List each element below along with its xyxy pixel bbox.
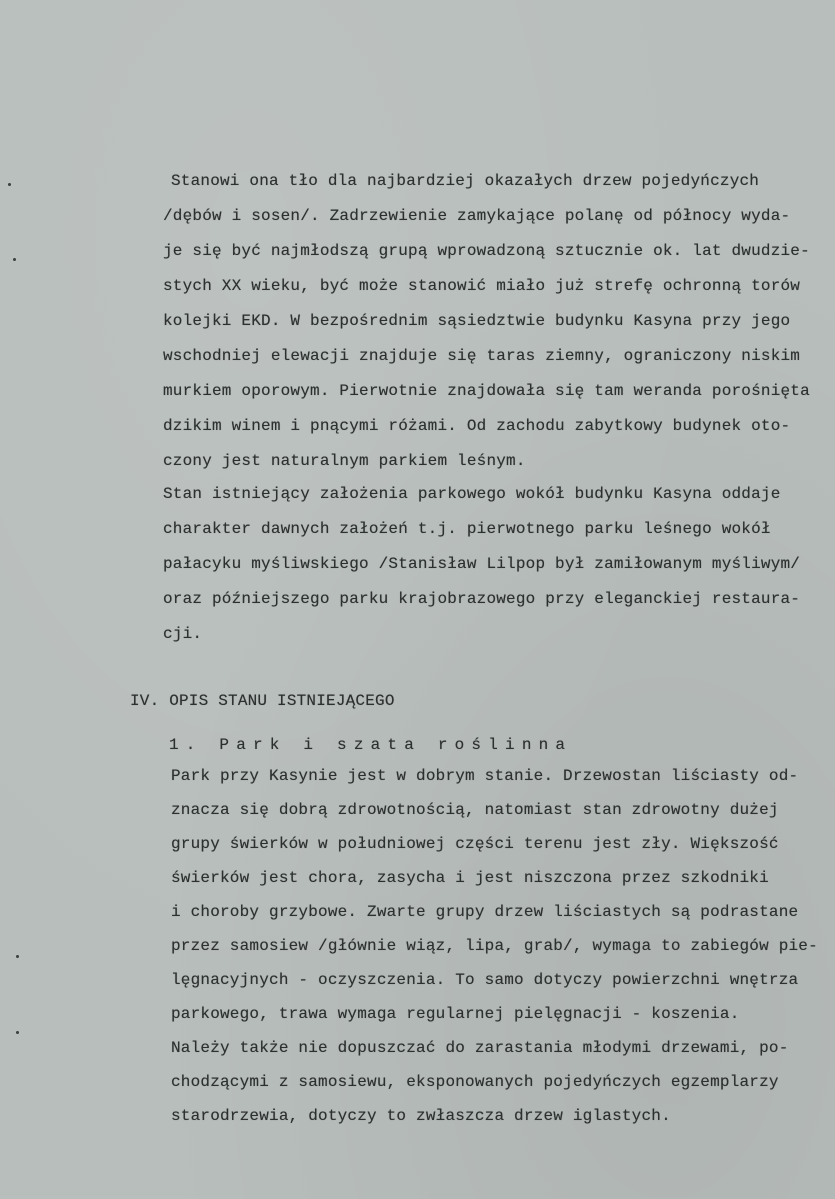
punch-hole-mark: [16, 1031, 19, 1034]
body-text-line: Stan istniejący założenia parkowego wokół budynku Kasyna oddaje: [163, 485, 781, 503]
body-text-line: charakter dawnych założeń t.j. pierwotnego parku leśnego wokół: [163, 520, 771, 538]
subsection-heading: 1. Park i szata roślinna: [169, 736, 573, 754]
section-heading: IV. OPIS STANU ISTNIEJĄCEGO: [130, 692, 395, 710]
section-text-line: Park przy Kasynie jest w dobrym stanie. Drzewostan liściasty od-: [171, 767, 799, 785]
section-text-line: Należy także nie dopuszczać do zarastania młodymi drzewami, po-: [171, 1039, 789, 1057]
body-text-line: Stanowi ona tło dla najbardziej okazałych drzew pojedyńczych: [171, 172, 760, 190]
body-text-line: pałacyku myśliwskiego /Stanisław Lilpop był zamiłowanym myśliwym/: [163, 555, 801, 573]
section-text-line: starodrzewia, dotyczy to zwłaszcza drzew iglastych.: [171, 1107, 671, 1125]
section-text-line: przez samosiew /głównie wiąz, lipa, grab/, wymaga to zabiegów pie-: [171, 937, 818, 955]
section-text-line: grupy świerków w południowej części terenu jest zły. Większość: [171, 835, 779, 853]
body-text-line: czony jest naturalnym parkiem leśnym.: [163, 452, 526, 470]
body-text-line: cji.: [163, 625, 203, 643]
punch-hole-mark: [13, 258, 16, 261]
punch-hole-mark: [8, 183, 11, 186]
body-text-line: murkiem oporowym. Pierwotnie znajdowała się tam weranda porośnięta: [163, 382, 810, 400]
section-text-line: parkowego, trawa wymaga regularnej pielęgnacji - koszenia.: [171, 1005, 740, 1023]
section-text-line: znacza się dobrą zdrowotnością, natomiast stan zdrowotny dużej: [171, 801, 779, 819]
body-text-line: oraz późniejszego parku krajobrazowego przy eleganckiej restaura-: [163, 590, 801, 608]
section-text-line: chodzącymi z samosiewu, eksponowanych pojedyńczych egzemplarzy: [171, 1073, 779, 1091]
body-text-line: stych XX wieku, być może stanowić miało już strefę ochronną torów: [163, 277, 801, 295]
body-text-line: wschodniej elewacji znajduje się taras ziemny, ograniczony niskim: [163, 347, 801, 365]
body-text-line: je się być najmłodszą grupą wprowadzoną sztucznie ok. lat dwudzie-: [163, 242, 810, 260]
punch-hole-mark: [16, 955, 19, 958]
body-text-line: /dębów i sosen/. Zadrzewienie zamykające polanę od północy wyda-: [163, 207, 791, 225]
body-text-line: kolejki EKD. W bezpośrednim sąsiedztwie budynku Kasyna przy jego: [163, 312, 791, 330]
section-text-line: lęgnacyjnych - oczyszczenia. To samo dotyczy powierzchni wnętrza: [171, 971, 799, 989]
body-text-line: dzikim winem i pnącymi różami. Od zachodu zabytkowy budynek oto-: [163, 417, 791, 435]
section-text-line: świerków jest chora, zasycha i jest niszczona przez szkodniki: [171, 869, 769, 887]
section-text-line: i choroby grzybowe. Zwarte grupy drzew liściastych są podrastane: [171, 903, 799, 921]
